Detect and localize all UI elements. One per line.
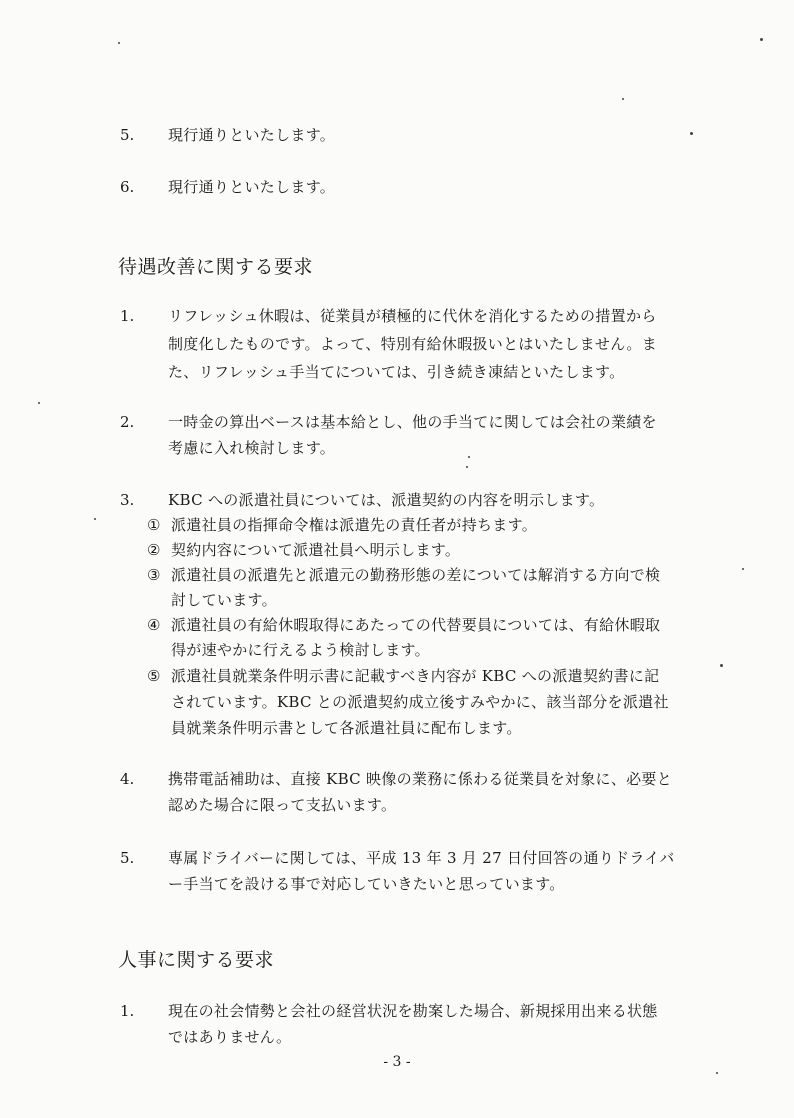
- subitem-number: ⑤: [147, 667, 161, 685]
- subitem-number: ④: [147, 616, 161, 634]
- scan-speck: [466, 466, 468, 468]
- subitem-line: 派遣社員の派遣先と派遣元の勤務形態の差については解消する方向で検: [171, 566, 661, 584]
- item-line: 現在の社会情勢と会社の経営状況を勘案した場合、新規採用出来る状態: [168, 1002, 658, 1020]
- item-number: 4.: [120, 770, 135, 788]
- scan-speck: [468, 456, 470, 458]
- item-number: 6.: [120, 178, 135, 196]
- item-line: ー手当てを設ける事で対応していきたいと思っています。: [168, 875, 565, 893]
- scan-speck: [38, 402, 40, 404]
- subitem-line: 員就業条件明示書として各派遣社員に配布します。: [171, 719, 522, 737]
- item-line: 専属ドライバーに関しては、平成 13 年 3 月 27 日付回答の通りドライバ: [168, 849, 675, 867]
- item-number: 1.: [120, 1002, 135, 1020]
- scan-speck: [690, 132, 693, 135]
- item-line: 携帯電話補助は、直接 KBC 映像の業務に係わる従業員を対象に、必要と: [168, 770, 673, 788]
- item-line: KBC への派遣社員については、派遣契約の内容を明示します。: [168, 491, 605, 509]
- subitem-line: 討しています。: [171, 591, 277, 609]
- section-heading-treatment: 待遇改善に関する要求: [118, 256, 314, 278]
- item-number: 1.: [120, 307, 135, 325]
- scan-speck: [716, 1072, 718, 1074]
- subitem-line: 派遣社員就業条件明示書に記載すべき内容が KBC への派遣契約書に記: [171, 667, 660, 685]
- subitem-number: ②: [147, 541, 161, 559]
- item-line: ではありません。: [168, 1028, 292, 1046]
- scan-speck: [94, 518, 96, 520]
- scan-speck: [742, 568, 744, 570]
- item-number: 2.: [120, 413, 135, 431]
- page-number: - 3 -: [383, 1054, 411, 1070]
- item-text: 現行通りといたします。: [168, 126, 336, 144]
- scan-speck: [622, 98, 624, 100]
- item-line: 制度化したものです。よって、特別有給休暇扱いとはいたしません。ま: [168, 335, 658, 353]
- item-line: 考慮に入れ検討します。: [168, 439, 336, 457]
- item-line: リフレッシュ休暇は、従業員が積極的に代休を消化するための措置から: [168, 307, 657, 325]
- subitem-line: 派遣社員の有給休暇取得にあたっての代替要員については、有給休暇取: [171, 616, 661, 634]
- item-number: 5.: [120, 849, 135, 867]
- scan-speck: [760, 38, 763, 41]
- subitem-number: ③: [147, 566, 161, 584]
- subitem-line: 契約内容について派遣社員へ明示します。: [171, 541, 461, 559]
- item-number: 5.: [120, 126, 135, 144]
- scan-speck: [118, 42, 120, 44]
- item-line: 認めた場合に限って支払います。: [168, 796, 397, 814]
- section-heading-personnel: 人事に関する要求: [118, 949, 275, 971]
- scan-speck: [720, 664, 723, 667]
- item-line: た、リフレッシュ手当てについては、引き続き凍結といたします。: [168, 363, 625, 381]
- item-line: 一時金の算出ベースは基本給とし、他の手当てに関しては会社の業績を: [168, 413, 657, 431]
- subitem-line: 派遣社員の指揮命令権は派遣先の責任者が持ちます。: [171, 516, 538, 534]
- item-text: 現行通りといたします。: [168, 178, 336, 196]
- item-number: 3.: [120, 491, 135, 509]
- subitem-number: ①: [147, 516, 161, 534]
- subitem-line: されています。KBC との派遣契約成立後すみやかに、該当部分を派遣社: [171, 693, 669, 711]
- subitem-line: 得が速やかに行えるよう検討します。: [171, 641, 430, 659]
